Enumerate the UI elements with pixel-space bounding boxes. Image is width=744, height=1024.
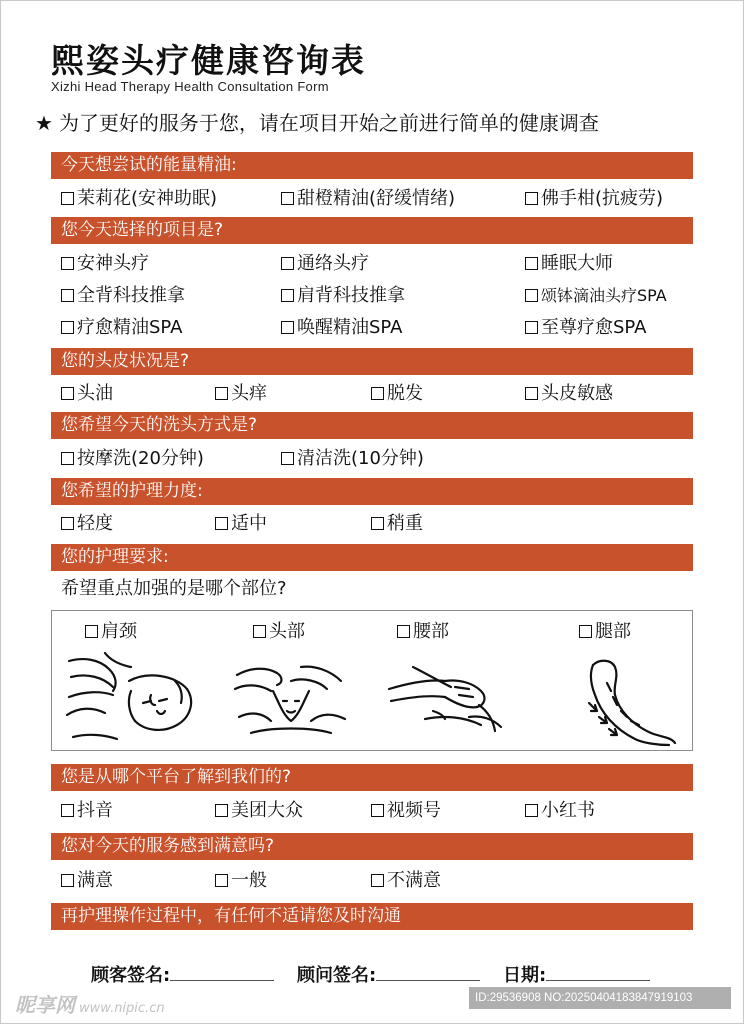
checkbox-icon[interactable] xyxy=(525,289,538,302)
leg-massage-illustration xyxy=(581,655,681,749)
checkbox-option[interactable]: 全背科技推拿 xyxy=(61,284,185,308)
checkbox-icon[interactable] xyxy=(61,452,74,465)
checkbox-option[interactable]: 佛手柑(抗疲劳) xyxy=(525,187,663,211)
checkbox-icon[interactable] xyxy=(61,804,74,817)
checkbox-option[interactable]: 通络头疗 xyxy=(281,252,369,276)
shoulder-massage-illustration xyxy=(65,651,197,741)
checkbox-icon[interactable] xyxy=(371,874,384,887)
date-field[interactable]: 日期: xyxy=(503,961,650,987)
intro-label: 为了更好的服务于您，请在项目开始之前进行简单的健康调查 xyxy=(58,111,599,135)
checkbox-icon[interactable] xyxy=(85,625,98,638)
checkbox-option[interactable]: 适中 xyxy=(215,512,267,536)
checkbox-option[interactable]: 唤醒精油SPA xyxy=(281,316,402,340)
checkbox-icon[interactable] xyxy=(397,625,410,638)
watermark-logo: 昵享网 www.nipic.cn xyxy=(15,993,165,1017)
checkbox-icon[interactable] xyxy=(281,321,294,334)
checkbox-icon[interactable] xyxy=(215,874,228,887)
checkbox-icon[interactable] xyxy=(525,192,538,205)
intro-text xyxy=(35,107,599,136)
care-question: 希望重点加强的是哪个部位? xyxy=(61,578,287,599)
checkbox-icon[interactable] xyxy=(61,874,74,887)
checkbox-option[interactable]: 安神头疗 xyxy=(61,252,149,276)
checkbox-icon[interactable] xyxy=(579,625,592,638)
checkbox-icon[interactable] xyxy=(61,289,74,302)
checkbox-option[interactable]: 肩背科技推拿 xyxy=(281,284,405,308)
checkbox-option[interactable]: 睡眠大师 xyxy=(525,252,613,276)
checkbox-icon[interactable] xyxy=(371,804,384,817)
customer-signature-line[interactable] xyxy=(170,963,274,981)
section-strength-header: 您希望的护理力度: xyxy=(51,478,693,505)
star-icon: ★ xyxy=(35,111,53,135)
checkbox-option[interactable]: 头痒 xyxy=(215,382,267,406)
checkbox-icon[interactable] xyxy=(61,192,74,205)
checkbox-icon[interactable] xyxy=(215,387,228,400)
checkbox-option[interactable]: 脱发 xyxy=(371,382,423,406)
section-care-header: 您的护理要求: xyxy=(51,544,693,571)
section-oil-header: 今天想尝试的能量精油: xyxy=(51,152,693,179)
section-scalp-header: 您的头皮状况是? xyxy=(51,348,693,375)
checkbox-option[interactable]: 头皮敏感 xyxy=(525,382,613,406)
form-subtitle: Xizhi Head Therapy Health Consultation Form xyxy=(51,79,329,94)
watermark-id: ID:29536908 NO:20250404183847919103 xyxy=(469,987,731,1009)
checkbox-option[interactable]: 腰部 xyxy=(397,620,449,644)
notice-bar: 再护理操作过程中，有任何不适请您及时沟通 xyxy=(51,903,693,930)
date-line[interactable] xyxy=(546,963,650,981)
checkbox-option[interactable]: 满意 xyxy=(61,869,113,893)
checkbox-option[interactable]: 美团大众 xyxy=(215,799,303,823)
checkbox-option[interactable]: 按摩洗(20分钟) xyxy=(61,447,204,471)
checkbox-option[interactable]: 头部 xyxy=(253,620,305,644)
checkbox-option[interactable]: 抖音 xyxy=(61,799,113,823)
checkbox-option[interactable]: 疗愈精油SPA xyxy=(61,316,182,340)
checkbox-icon[interactable] xyxy=(371,387,384,400)
checkbox-icon[interactable] xyxy=(525,321,538,334)
checkbox-option[interactable]: 清洁洗(10分钟) xyxy=(281,447,424,471)
form-title: 熙姿头疗健康咨询表 xyxy=(51,41,366,80)
checkbox-option[interactable]: 轻度 xyxy=(61,512,113,536)
customer-signature[interactable]: 顾客签名: xyxy=(91,961,274,987)
checkbox-option[interactable]: 稍重 xyxy=(371,512,423,536)
checkbox-icon[interactable] xyxy=(61,321,74,334)
checkbox-icon[interactable] xyxy=(525,257,538,270)
checkbox-option[interactable]: 肩颈 xyxy=(85,620,137,644)
checkbox-icon[interactable] xyxy=(215,804,228,817)
checkbox-option[interactable]: 颂钵滴油头疗SPA xyxy=(525,284,667,308)
checkbox-option[interactable]: 一般 xyxy=(215,869,267,893)
checkbox-icon[interactable] xyxy=(281,289,294,302)
checkbox-option[interactable]: 头油 xyxy=(61,382,113,406)
waist-massage-illustration xyxy=(385,659,509,739)
checkbox-option[interactable]: 腿部 xyxy=(579,620,631,644)
checkbox-option[interactable]: 小红书 xyxy=(525,799,595,823)
checkbox-icon[interactable] xyxy=(371,517,384,530)
checkbox-icon[interactable] xyxy=(525,387,538,400)
checkbox-icon[interactable] xyxy=(281,452,294,465)
checkbox-icon[interactable] xyxy=(281,192,294,205)
checkbox-icon[interactable] xyxy=(61,257,74,270)
checkbox-icon[interactable] xyxy=(525,804,538,817)
head-massage-illustration xyxy=(231,657,351,737)
checkbox-icon[interactable] xyxy=(215,517,228,530)
section-wash-header: 您希望今天的洗头方式是? xyxy=(51,412,693,439)
section-satisfaction-header: 您对今天的服务感到满意吗? xyxy=(51,833,693,860)
section-platform-header: 您是从哪个平台了解到我们的? xyxy=(51,764,693,791)
checkbox-option[interactable]: 视频号 xyxy=(371,799,441,823)
checkbox-option[interactable]: 甜橙精油(舒缓情绪) xyxy=(281,187,455,211)
checkbox-icon[interactable] xyxy=(281,257,294,270)
section-project-header: 您今天选择的项目是? xyxy=(51,217,693,244)
consultant-signature-line[interactable] xyxy=(376,963,480,981)
checkbox-option[interactable]: 茉莉花(安神助眠) xyxy=(61,187,217,211)
checkbox-icon[interactable] xyxy=(253,625,266,638)
checkbox-option[interactable]: 不满意 xyxy=(371,869,441,893)
consultant-signature[interactable]: 顾问签名: xyxy=(297,961,480,987)
checkbox-option[interactable]: 至尊疗愈SPA xyxy=(525,316,646,340)
checkbox-icon[interactable] xyxy=(61,387,74,400)
checkbox-icon[interactable] xyxy=(61,517,74,530)
